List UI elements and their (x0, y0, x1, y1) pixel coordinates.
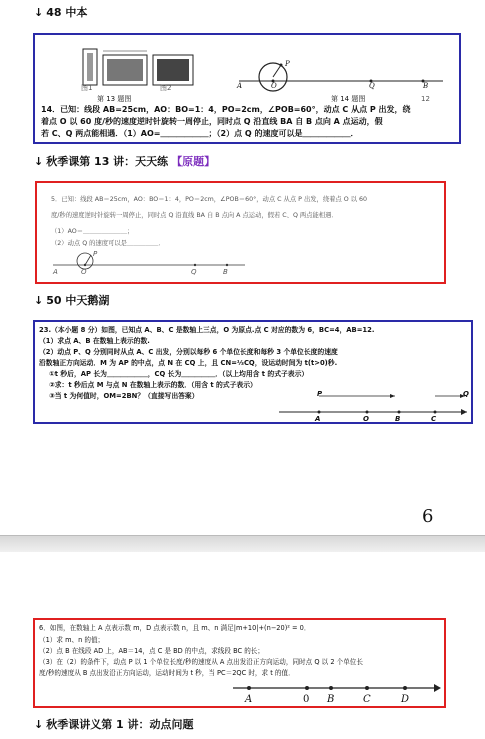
section-heading-4: ↓ 秋季课讲义第 1 讲：动点问题 (34, 717, 194, 731)
q23-figure (275, 400, 471, 422)
label-B: B (395, 415, 401, 423)
q5-line-2: 度/秒的速度逆时针旋转一周停止，同时点 Q 沿直线 BA 自 B 点向 A 点运动，假若 C、Q 两点能相遇． (51, 212, 338, 219)
q6-line-5: 度/秒的速度从 B 点出发沿正方向运动，运动时间为 t 秒，当 PC＝2QC 时，求 t 的值． (39, 669, 295, 677)
figure-14-caption: 第 14 题图 (331, 95, 366, 103)
label-A: A (245, 694, 253, 705)
figure-1-label: 图1 (81, 84, 93, 92)
figure-2-label: 图2 (160, 84, 172, 92)
section-heading-1: ↓ 48 中本 (34, 5, 88, 19)
q6-line-2: （1）求 m、n 的值； (39, 636, 105, 644)
label-C: C (431, 415, 437, 423)
q5-figure (49, 247, 249, 271)
question-14-box (33, 33, 461, 144)
question-5-box (35, 181, 446, 284)
question-6-box (33, 618, 446, 708)
label-B: B (327, 694, 335, 705)
q5-line-1: 5．已知：线段 AB＝25cm，AO：BO＝1：4，PO＝2cm，∠POB＝60°，动点 C 从点 P 出发，绕着点 O 以 60 (51, 196, 367, 203)
section-heading-2: ↓ 秋季课第 13 讲：天天练 【原题】 (34, 154, 216, 168)
label-Q: Q (191, 268, 197, 276)
label-0: 0 (303, 694, 310, 705)
label-O: O (271, 82, 277, 90)
q14-line-2: 着点 O 以 60 度/秒的速度逆时针旋转一周停止，同时点 Q 沿直线 BA 自 B 点向 A 点运动，假 (41, 117, 383, 126)
label-P: P (317, 390, 323, 398)
q23-line-2: （1）求点 A、B 在数轴上表示的数. (39, 337, 150, 345)
q23-motion-arrows (275, 388, 471, 402)
label-P: P (285, 60, 290, 68)
q14-line-1: 14．已知：线段 AB=25cm，AO：BO=1：4，PO=2cm，∠POB=60°，动点 C 从点 P 出发，绕 (41, 105, 411, 114)
label-A: A (315, 415, 321, 423)
figure-13-caption: 第 13 题图 (97, 95, 132, 103)
label-O: O (81, 268, 87, 276)
label-Q: Q (369, 82, 375, 90)
original-question-tag: 【原题】 (171, 155, 216, 168)
page-tag: 12 (421, 95, 430, 103)
label-A: A (237, 82, 243, 90)
label-B: B (423, 82, 429, 90)
q5-line-3: （1）AO＝＿＿＿＿＿＿＿； (51, 228, 134, 235)
q5-line-4: （2）动点 Q 的速度可以是＿＿＿＿＿． (51, 240, 165, 247)
q23-line-3: （2）动点 P、Q 分别同时从点 A、C 出发，分别以每秒 6 个单位长度和每秒 3 个单位长度的速度 (39, 348, 338, 356)
page-break-bar (0, 535, 485, 552)
down-arrow-icon: ↓ (34, 5, 44, 19)
q23-line-6: ②求：t 秒后点 M 与点 N 在数轴上表示的数．（用含 t 的式子表示） (49, 381, 257, 389)
label-O: O (363, 415, 369, 423)
q6-line-3: （2）点 B 在线段 AD 上，AB＝14，点 C 是 BD 的中点，求线段 BC 的长； (39, 647, 264, 655)
down-arrow-icon: ↓ (34, 717, 44, 731)
section-heading-3: ↓ 50 中天鹅湖 (34, 293, 110, 307)
label-C: C (363, 694, 371, 705)
label-Q: Q (463, 390, 469, 398)
q6-line-4: （3）在（2）的条件下，动点 P 以 1 个单位长度/秒的速度从 A 点出发沿正方向运动，同时点 Q 以 2 个单位长 (39, 658, 363, 666)
label-B: B (223, 268, 228, 276)
question-23-box (33, 320, 473, 424)
q6-line-1: 6．如图，在数轴上 A 点表示数 m，D 点表示数 n，且 m、n 满足|m+10|+(n−20)² = 0． (39, 624, 311, 632)
figure-13 (79, 41, 199, 93)
label-A: A (53, 268, 58, 276)
q23-line-4: 沿数轴正方向运动．M 为 AP 的中点，点 N 在 CQ 上，且 CN=⅓CQ，设运动时间为 t(t>0)秒. (39, 359, 338, 367)
page-number: 6 (422, 506, 434, 527)
q23-line-7: ③当 t 为何值时，OM=2BN？（直接写出答案） (49, 392, 199, 400)
down-arrow-icon: ↓ (34, 293, 44, 307)
q6-number-line (231, 680, 443, 696)
q23-line-1: 23.（本小题 8 分）如图，已知点 A、B、C 是数轴上三点，O 为原点.点 C 对应的数为 6，BC=4，AB=12. (39, 326, 375, 334)
q14-line-3: 若 C、Q 两点能相遇．（1）AO=＿＿＿＿＿＿；（2）点 Q 的速度可以是＿＿＿＿＿＿． (41, 129, 359, 138)
figure-14 (233, 49, 448, 93)
label-D: D (401, 694, 410, 705)
q23-line-5: ①t 秒后，AP 长为＿＿＿＿＿＿，CQ 长为＿＿＿＿＿．（以上均用含 t 的式子表示） (49, 370, 309, 378)
label-P: P (93, 250, 98, 258)
down-arrow-icon: ↓ (34, 154, 44, 168)
